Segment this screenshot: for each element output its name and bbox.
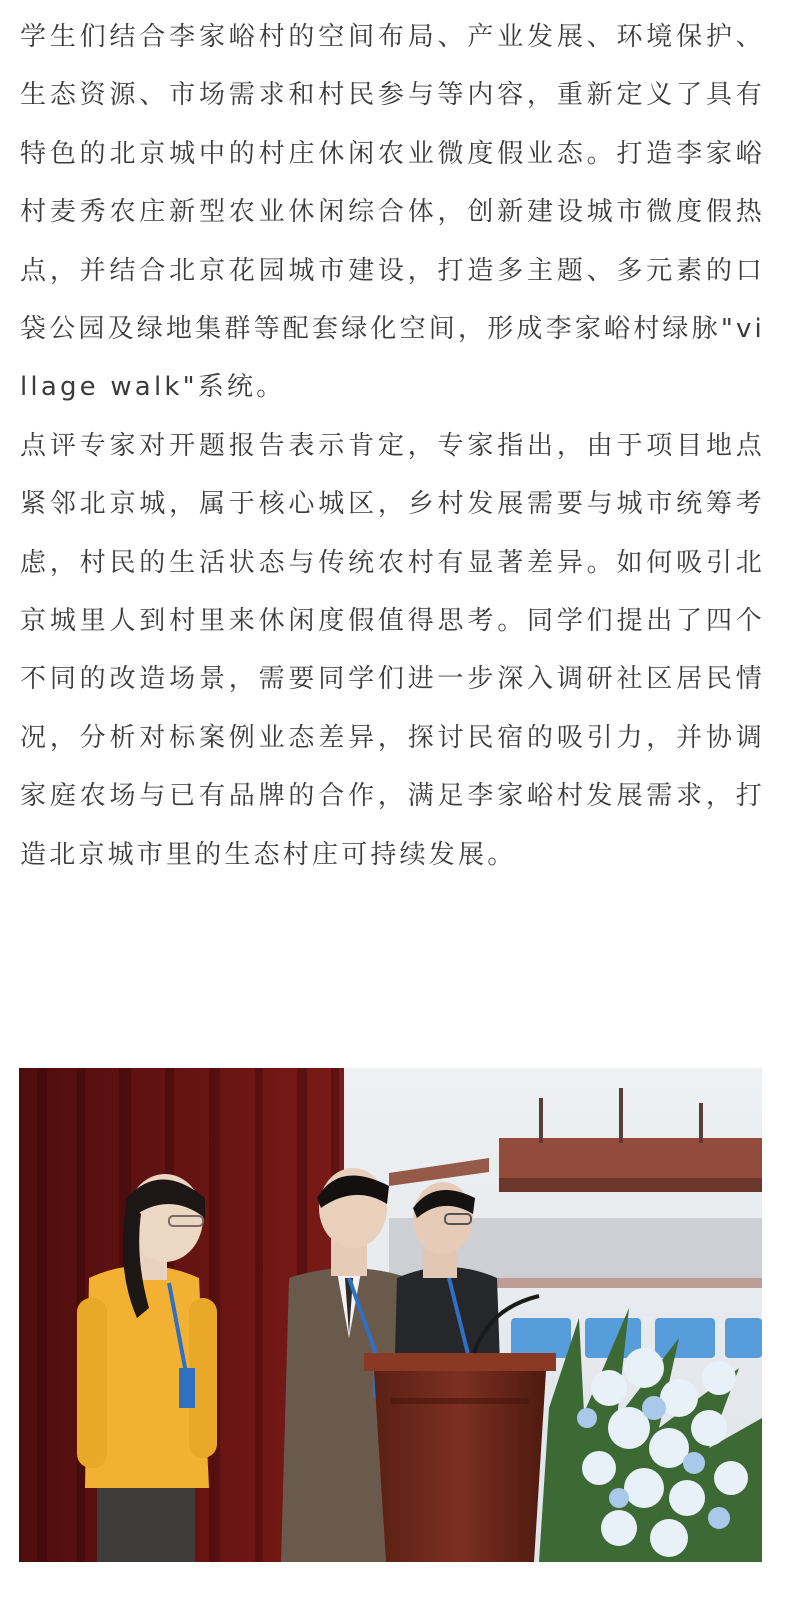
event-photo-illustration — [19, 1068, 762, 1562]
article-body — [20, 8, 765, 884]
paragraph-2: 点评专家对开题报告表示肯定，专家指出，由于项目地点紧邻北京城，属于核心城区，乡村发展需要与城市统筹考虑，村民的生活状态与传统农村有显著差异。如何吸引北京城里人到村里来休闲度假值得思考。同学们提出了四个不同的改造场景，需要同学们进一步深入调研社区居民情况，分析对标案例业态差异，探讨民宿的吸引力，并协调家庭农场与已有品牌的合作，满足李家峪村发展需求，打造北京城市里的生态村庄可持续发展。 — [20, 430, 765, 870]
paragraph-1: 学生们结合李家峪村的空间布局、产业发展、环境保护、生态资源、市场需求和村民参与等内容，重新定义了具有特色的北京城中的村庄休闲农业微度假业态。打造李家峪村麦秀农庄新型农业休闲综合体，创新建设城市微度假热点，并结合北京花园城市建设，打造多主题、多元素的口袋公园及绿地集群等配套绿化空间，形成李家峪村绿脉"village walk"系统。 — [20, 22, 765, 403]
event-photo — [19, 1068, 762, 1562]
